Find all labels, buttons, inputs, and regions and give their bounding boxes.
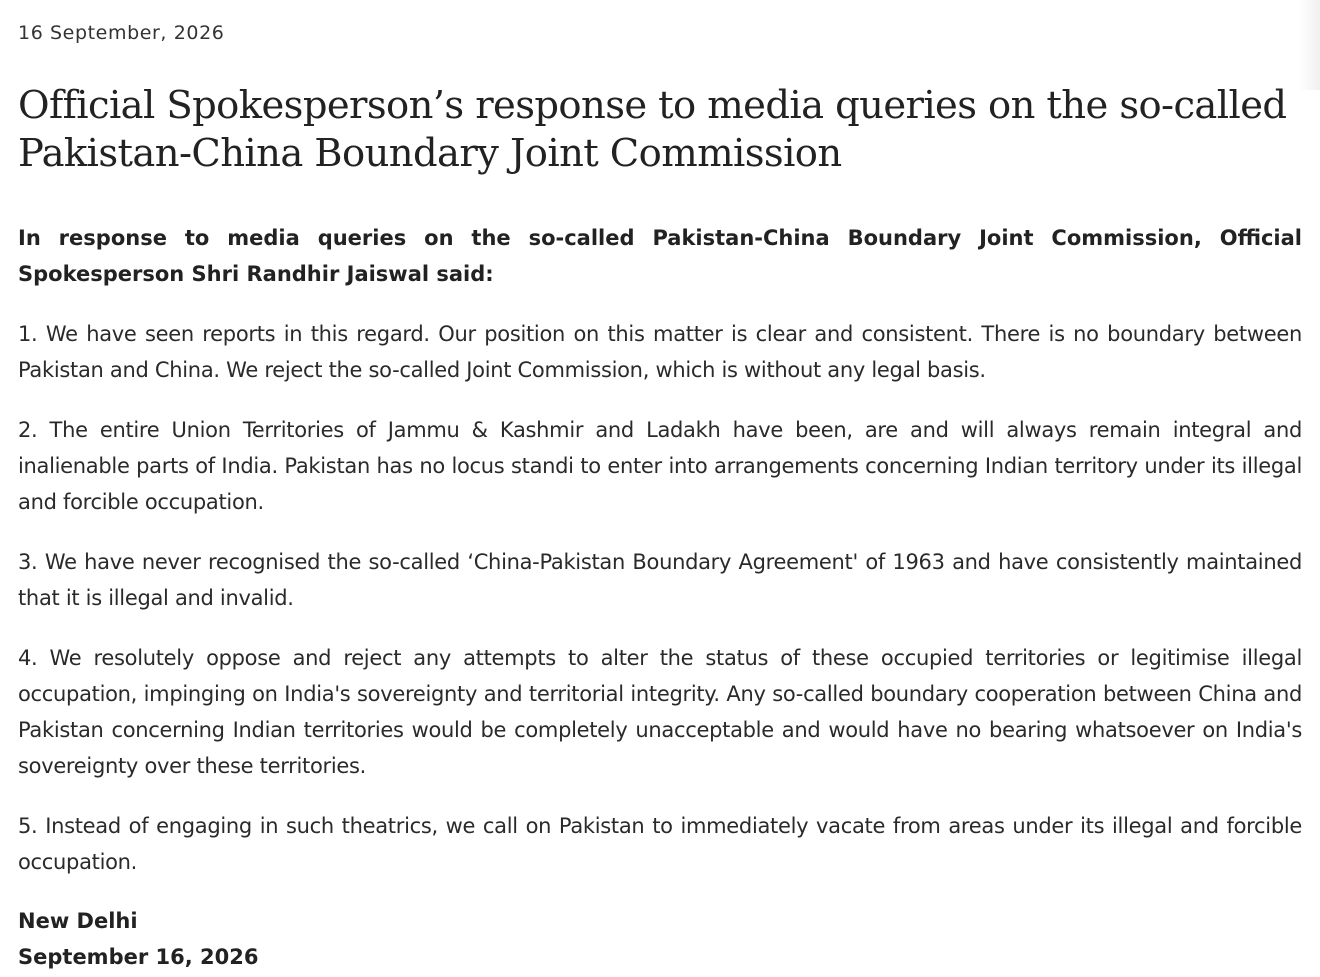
paragraph-3: 3. We have never recognised the so-called ‘China-Pakistan Boundary Agreement' of 1963 and have consistently maintained that it is illegal and invalid. xyxy=(18,550,1302,610)
page-edge-shadow xyxy=(1298,0,1320,90)
paragraph-5: 5. Instead of engaging in such theatrics, we call on Pakistan to immediately vacate from areas under its illegal and forcible occupation. xyxy=(18,814,1302,874)
release-date: 16 September, 2026 xyxy=(18,22,225,44)
paragraph-2: 2. The entire Union Territories of Jammu & Kashmir and Ladakh have been, are and will always remain integral and inalienable parts of India. Pakistan has no locus standi to enter into arrangements concerning Indian territory under its illegal and forcible occupation. xyxy=(18,418,1302,514)
paragraph-4: 4. We resolutely oppose and reject any attempts to alter the status of these occupied territories or legitimise illegal occupation, impinging on India's sovereignty and territorial integrity. Any so-called boundary cooperation between China and Pakistan concerning Indian territories would be completely unacceptable and would have no bearing whatsoever on India's sovereignty over these territories. xyxy=(18,646,1302,778)
lead-paragraph: In response to media queries on the so-called Pakistan-China Boundary Joint Commission, Official Spokesperson Shri Randhir Jaiswal said: xyxy=(18,226,1302,286)
signature-place: New Delhi xyxy=(18,909,138,933)
signature-date: September 16, 2026 xyxy=(18,945,259,969)
paragraph-1: 1. We have seen reports in this regard. Our position on this matter is clear and consistent. There is no boundary between Pakistan and China. We reject the so-called Joint Commission, which is without any legal basis. xyxy=(18,322,1302,382)
page-title: Official Spokesperson’s response to media queries on the so-called Pakistan-China Boundary Joint Commission xyxy=(18,83,1287,176)
